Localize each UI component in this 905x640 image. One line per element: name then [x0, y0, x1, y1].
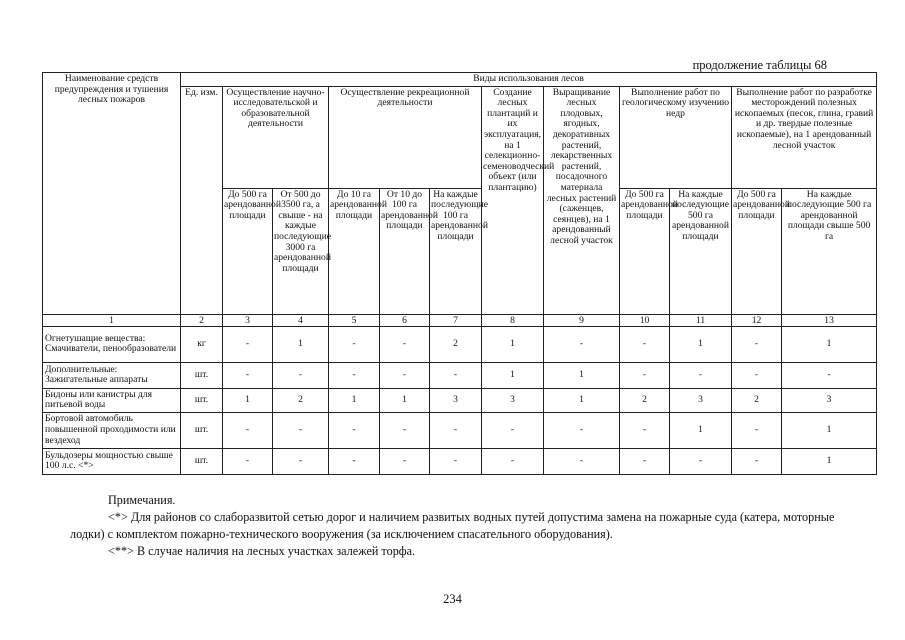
notes-title: Примечания.	[108, 493, 176, 507]
cell-value: -	[482, 448, 544, 474]
header-group-plantations: Создание лесных плантаций и их эксплуатация, на 1 селекционно-семеноводческий объект (или плантацию)	[482, 86, 544, 314]
cell-value: -	[620, 448, 670, 474]
cell-value: -	[223, 362, 273, 388]
column-number: 5	[329, 314, 380, 326]
header-unit: Ед. изм.	[181, 86, 223, 314]
cell-value: 1	[544, 388, 620, 412]
row-name: Бульдозеры мощностью свыше 100 л.с. <*>	[43, 448, 181, 474]
cell-value: -	[544, 448, 620, 474]
cell-value: -	[380, 326, 430, 362]
cell-value: -	[620, 412, 670, 448]
cell-value: 1	[670, 412, 732, 448]
header-name-column: Наименование средств предупреждения и тушения лесных пожаров	[43, 73, 181, 315]
table-row	[43, 362, 877, 388]
header-sub-col3: До 500 га арендованной площади	[223, 188, 273, 314]
cell-value: 3	[430, 388, 482, 412]
cell-value: 1	[782, 412, 877, 448]
table-row	[43, 388, 877, 412]
cell-value: -	[273, 412, 329, 448]
cell-value: -	[430, 362, 482, 388]
column-number: 12	[732, 314, 782, 326]
table-row	[43, 448, 877, 474]
cell-value: -	[620, 362, 670, 388]
cell-value: 2	[430, 326, 482, 362]
cell-value: 1	[670, 326, 732, 362]
cell-value: -	[223, 448, 273, 474]
cell-value: 1	[380, 388, 430, 412]
column-number: 2	[181, 314, 223, 326]
row-name: Бидоны или канистры для питьевой воды	[43, 388, 181, 412]
row-unit: шт.	[181, 388, 223, 412]
header-sub-col12: До 500 га арендованной площади	[732, 188, 782, 314]
table-row	[43, 412, 877, 448]
cell-value: -	[670, 448, 732, 474]
note-2: <**> В случае наличия на лесных участках залежей торфа.	[108, 544, 416, 558]
cell-value: -	[223, 412, 273, 448]
forest-fire-equipment-table	[42, 72, 877, 475]
cell-value: 1	[782, 448, 877, 474]
notes-section	[70, 492, 850, 560]
row-name: Бортовой автомобиль повышенной проходимости или вездеход	[43, 412, 181, 448]
header-sub-col10: До 500 га арендованной площади	[620, 188, 670, 314]
cell-value: -	[329, 448, 380, 474]
column-number: 8	[482, 314, 544, 326]
header-sub-col5: До 10 га арендованной площади	[329, 188, 380, 314]
column-number: 10	[620, 314, 670, 326]
cell-value: -	[380, 412, 430, 448]
cell-value: 3	[782, 388, 877, 412]
cell-value: -	[732, 326, 782, 362]
cell-value: -	[782, 362, 877, 388]
row-unit: шт.	[181, 412, 223, 448]
header-sub-col4: От 500 до 3500 га, а свыше - на каждые последующие 3000 га арендованной площади	[273, 188, 329, 314]
cell-value: -	[273, 448, 329, 474]
page-number: 234	[443, 592, 462, 606]
cell-value: 1	[482, 362, 544, 388]
cell-value: -	[380, 362, 430, 388]
note-1: <*> Для районов со слаборазвитой сетью дорог и наличием развитых водных путей допустима замена на пожарные суда (катера, моторные лодки) с комплектом пожарно-технического вооружения (за исключением спасательного оборудования).	[70, 510, 835, 541]
cell-value: -	[329, 326, 380, 362]
column-number: 11	[670, 314, 732, 326]
header-group-cultivation: Выращивание лесных плодовых, ягодных, декоративных растений, лекарственных растений, посадочного материала лесных растений (саженцев, сеянцев), на 1 арендованный лесной участок	[544, 86, 620, 314]
cell-value: -	[732, 412, 782, 448]
cell-value: 3	[670, 388, 732, 412]
cell-value: 1	[544, 362, 620, 388]
row-unit: шт.	[181, 448, 223, 474]
cell-value: 1	[223, 388, 273, 412]
header-group-recreation: Осуществление рекреационной деятельности	[329, 86, 482, 188]
row-name: Дополнительные: Зажигательные аппараты	[43, 362, 181, 388]
column-number: 9	[544, 314, 620, 326]
cell-value: -	[544, 326, 620, 362]
column-number: 4	[273, 314, 329, 326]
table-row	[43, 326, 877, 362]
column-number: 13	[782, 314, 877, 326]
column-number: 1	[43, 314, 181, 326]
header-sub-col11: На каждые последующие 500 га арендованной площади	[670, 188, 732, 314]
cell-value: -	[670, 362, 732, 388]
cell-value: -	[273, 362, 329, 388]
column-number: 7	[430, 314, 482, 326]
header-group-geology: Выполнение работ по геологическому изучению недр	[620, 86, 732, 188]
table-continuation-label: продолжение таблицы 68	[692, 58, 827, 72]
cell-value: -	[732, 362, 782, 388]
row-unit: шт.	[181, 362, 223, 388]
cell-value: 2	[732, 388, 782, 412]
cell-value: 1	[482, 326, 544, 362]
column-number: 6	[380, 314, 430, 326]
row-unit: кг	[181, 326, 223, 362]
cell-value: -	[329, 412, 380, 448]
cell-value: 1	[782, 326, 877, 362]
cell-value: -	[482, 412, 544, 448]
header-sub-col6: От 10 до 100 га арендованной площади	[380, 188, 430, 314]
cell-value: -	[430, 448, 482, 474]
header-types-of-forest-use: Виды использования лесов	[181, 73, 877, 87]
cell-value: -	[223, 326, 273, 362]
cell-value: -	[732, 448, 782, 474]
header-group-research: Осуществление научно-исследовательской и образовательной деятельности	[223, 86, 329, 188]
cell-value: 1	[273, 326, 329, 362]
cell-value: -	[329, 362, 380, 388]
cell-value: 1	[329, 388, 380, 412]
header-sub-col13: На каждые последующие 500 га арендованной площади свыше 500 га	[782, 188, 877, 314]
row-name: Огнетушащие вещества: Смачиватели, пенообразователи	[43, 326, 181, 362]
header-sub-col7: На каждые последующие 100 га арендованной площади	[430, 188, 482, 314]
cell-value: 2	[620, 388, 670, 412]
cell-value: 3	[482, 388, 544, 412]
cell-value: -	[544, 412, 620, 448]
cell-value: -	[620, 326, 670, 362]
cell-value: -	[430, 412, 482, 448]
header-group-deposits: Выполнение работ по разработке месторождений полезных ископаемых (песок, глина, гравий и др. твердые полезные ископаемые), на 1 арендованный лесной участок	[732, 86, 877, 188]
cell-value: 2	[273, 388, 329, 412]
column-number: 3	[223, 314, 273, 326]
cell-value: -	[380, 448, 430, 474]
